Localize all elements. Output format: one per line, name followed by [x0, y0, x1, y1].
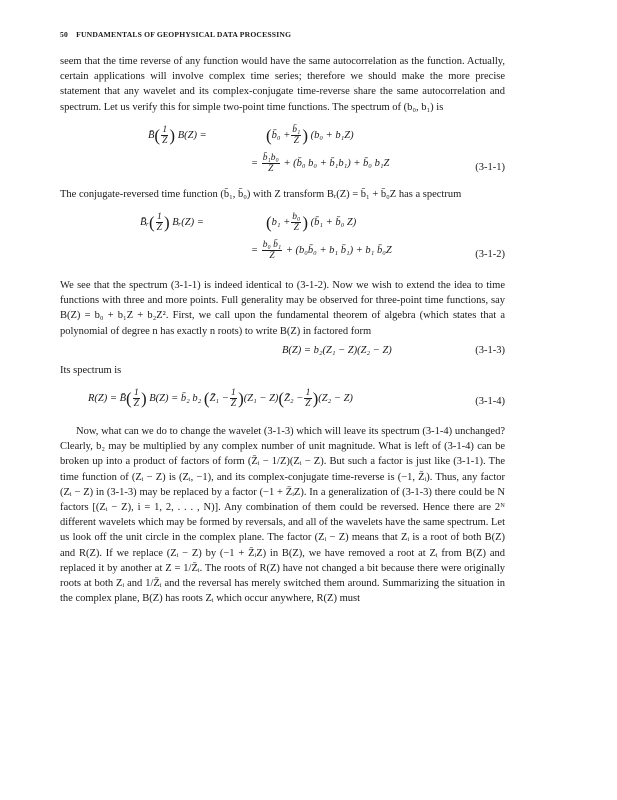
- fraction: $\frac{1}{Z}$: [162, 124, 168, 146]
- page: [60, 28, 505, 606]
- eq-term: b̄₀ +: [271, 129, 291, 141]
- paragraph-5: Now, what can we do to change the wavelet (3-1-3) which will leave its spectrum (3-1-4) unchanged? Clearly, b₂ may be multiplied by any complex number of unit magnitude. What is left of (3-1-4) can be broken up into a product of factors of form (Z̄ᵢ − 1/Z)(Zᵢ − Z). But such a factor is just like (3-1-1). The time function of (Zᵢ − Z) is (Zᵢ, −1), and its complex-conjugate time-reverse is (−1, Z̄ᵢ). Thus, any factor (Zᵢ − Z) in (3-1-3) may be replaced by a factor (−1 + Z̄ᵢZ). In a generalization of (3-1-3) there could be N factors [(Zᵢ − Z), i = 1, 2, . . . , N)]. Any combination of them could be reversed. Hence there are 2ᴺ different wavelets which may be formed by reversals, and all of the wavelets have the same spectrum. Let us look off the unit circle in the complex plane. The factor (Zᵢ − Z) means that Zᵢ is a root of both B(Z) and R(Z). If we replace (Zᵢ − Z) by (−1 + Z̄ᵢZ) in B(Z), we have removed a root at Zᵢ from B(Z) and replaced it by another at Z = 1/Z̄ᵢ. The roots of R(Z) have not changed a bit because there were originally roots at both Zᵢ and 1/Z̄ᵢ and the reversal has merely switched them around. Summarizing the situation in the complex plane, B(Z) has roots Zᵢ which occur anywhere, R(Z) must: [60, 426, 506, 605]
- fraction: $\frac{\text{b₀ b̄₁}}{Z}$: [262, 240, 282, 262]
- equation-3-1-3: [60, 339, 505, 363]
- eq-term: (b̄₁ + b̄₀ Z): [310, 216, 357, 228]
- equation-number: (3-1-1): [475, 161, 505, 173]
- fraction: $\frac{1}{Z}$: [133, 388, 139, 410]
- eq-term: R(Z) = B̄: [88, 392, 126, 404]
- eq-term: (b₀ + b₁Z): [310, 129, 354, 141]
- eq-term: b₁ +: [271, 216, 291, 228]
- eq-term: + (b̄₀ b₀ + b̄₁b₁) + b̄₀ b₁Z: [283, 157, 390, 169]
- eq-term: (Z₁ − Z): [243, 392, 279, 404]
- fraction: $\frac{1}{Z}$: [156, 212, 162, 234]
- equation-number: (3-1-2): [475, 249, 505, 261]
- eq-term: (Z₂ − Z): [318, 392, 353, 404]
- paragraph-1: seem that the time reverse of any function would have the same autocorrelation as the function. Actually, certain applications will involve complex time series; therefore we should make the more precise statement that any wavelet and its complex-conjugate time-reverse share the same autocorrelation and spectrum. Let us verify this for simple two-point time functions. The spectrum of (b₀, b₁) is: [60, 56, 505, 113]
- equation-number: (3-1-4): [475, 396, 505, 408]
- eq-term: + (b₀b̄₀ + b₁ b̄₁) + b₁ b̄₀Z: [285, 244, 392, 256]
- eq-term: B(Z) = b̄₂ b₂: [149, 392, 202, 404]
- eq-term: B(Z) = b₂(Z₁ − Z)(Z₂ − Z): [282, 344, 392, 356]
- equation-3-1-2: B̄ᵣ( $\frac{1}{Z}$ ) Bᵣ(Z) = (b₁ + $\frac{\text{b₀}}{Z}$ ) (b̄₁ + b̄₀ Z) = $\frac{\text{b₀ b̄₁}}{Z}$ + (b₀b̄₀ + b₁ b̄₁) + b₁ b̄₀Z (3-1-2): [140, 212, 505, 262]
- fraction: $\frac{1}{Z}$: [305, 388, 311, 410]
- paragraph-4: Its spectrum is: [60, 364, 122, 376]
- eq-symbol: B̄: [148, 129, 155, 141]
- fraction: $\frac{1}{Z}$: [230, 388, 237, 410]
- eq-equals: =: [251, 244, 259, 256]
- equation-number: (3-1-3): [475, 344, 505, 356]
- eq-term: Z̄₁ −: [209, 392, 229, 404]
- running-title: FUNDAMENTALS OF GEOPHYSICAL DATA PROCESSING: [76, 30, 292, 39]
- eq-term: B(Z) =: [177, 129, 207, 141]
- fraction: $\frac{\text{b̄₁b₀}}{Z}$: [262, 152, 279, 174]
- fraction: $\frac{\text{b̄₁}}{Z}$: [292, 124, 301, 146]
- running-header: [60, 28, 505, 42]
- eq-term: Z̄₂ −: [284, 392, 304, 404]
- eq-equals: =: [251, 157, 259, 169]
- fraction: $\frac{\text{b₀}}{Z}$: [292, 212, 301, 234]
- eq-symbol: B̄ᵣ: [140, 216, 149, 228]
- equation-3-1-1: B̄( $\frac{1}{Z}$ ) B(Z) = (b̄₀ + $\frac{\text{b̄₁}}{Z}$ ) (b₀ + b₁Z) = $\frac{\text{b̄₁b₀}}{Z}$ + (b̄₀ b₀ + b̄₁b₁) + b̄₀ b₁Z (3-1-1): [148, 124, 505, 174]
- paragraph-2: The conjugate-reversed time function (b̄₁, b̄₀) with Z transform Bᵣ(Z) = b̄₁ + b̄₀Z has a spectrum: [60, 188, 462, 200]
- page-body: [60, 54, 505, 606]
- eq-term: Bᵣ(Z) =: [172, 216, 204, 228]
- equation-3-1-4: R(Z) = B̄( $\frac{1}{Z}$ ) B(Z) = b̄₂ b₂ (Z̄₁ − $\frac{1}{Z}$ )(Z₁ − Z)(Z̄₂ − $\frac{1}{Z}$ )(Z₂ − Z) (3-1-4): [88, 388, 505, 410]
- page-number: 50: [60, 30, 68, 39]
- paragraph-3: We see that the spectrum (3-1-1) is indeed identical to (3-1-2). Now we wish to extend the idea to time functions with three and more points. Full generality may be observed for three-point time functions, say B(Z) = b₀ + b₁Z + b₂Z². First, we call upon the fundamental theorem of algebra (which states that a polynomial of degree n has exactly n roots) to write B(Z) in factored form: [60, 280, 505, 337]
